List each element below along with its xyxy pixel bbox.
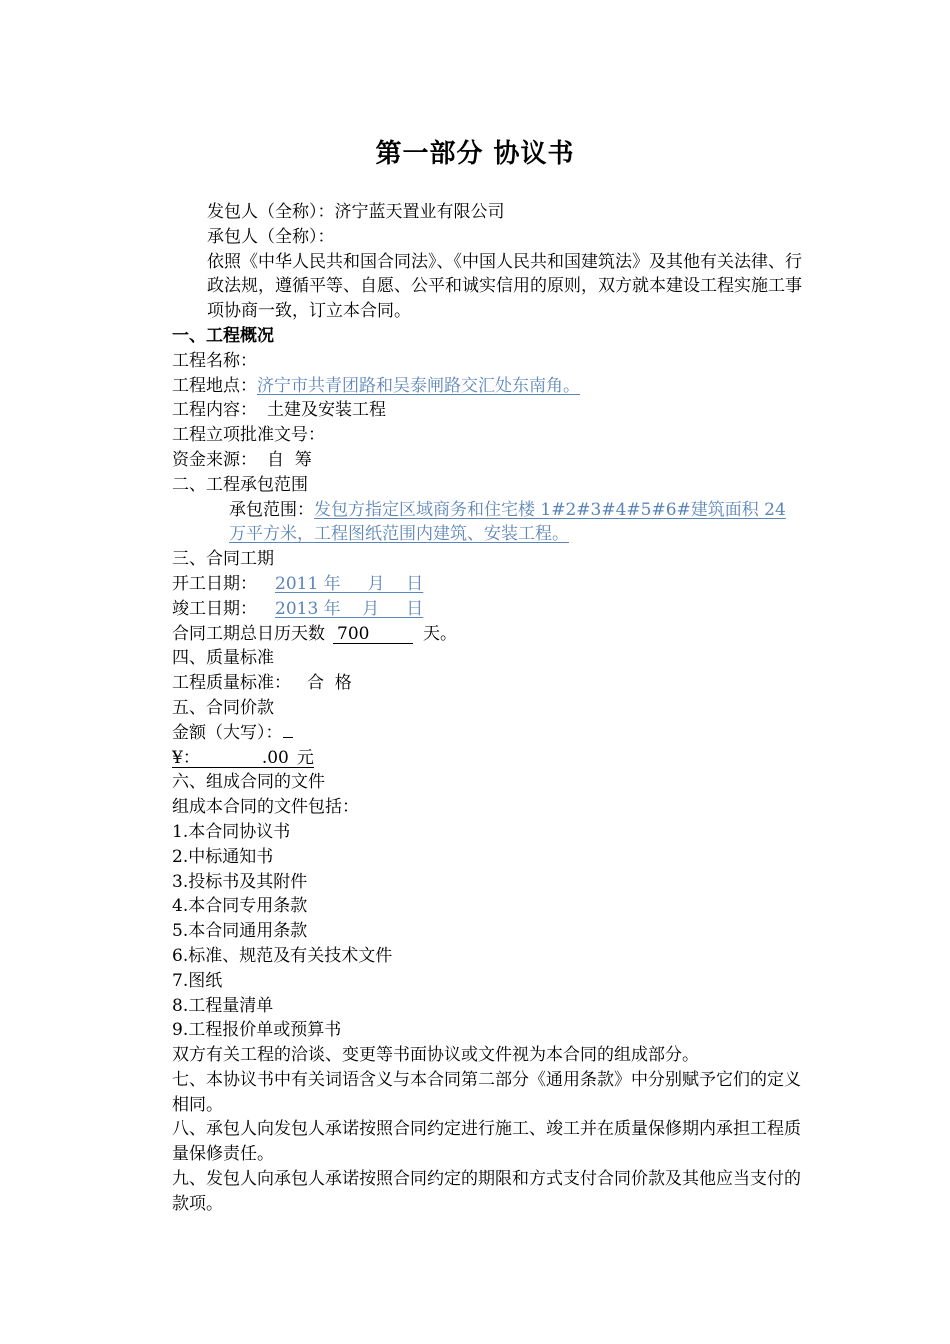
quality-value: 合 格: [307, 673, 352, 694]
list-item: 6.标准、规范及有关技术文件: [172, 945, 393, 966]
quality-label: 工程质量标准：: [172, 673, 291, 694]
list-item: 7.图纸: [172, 970, 223, 991]
docs-intro: 组成本合同的文件包括：: [172, 797, 359, 818]
funding-line: [172, 448, 808, 473]
end-date-line: [172, 597, 808, 622]
amount-words-blank: [283, 737, 293, 738]
amount-figure-line: [172, 746, 808, 771]
list-item: 9.工程报价单或预算书: [172, 1020, 342, 1041]
project-content-value: 土建及安装工程: [267, 400, 386, 421]
end-date-value: 2013 年 月 日: [275, 598, 424, 619]
start-date-value: 2011 年 月 日: [275, 573, 424, 594]
amount-words-label: 金额（大写）：: [172, 722, 283, 743]
end-date-label: 竣工日期：: [172, 598, 257, 619]
scope-label: 承包范围：: [229, 499, 314, 520]
contractor-line: 承包人（全称）：: [207, 226, 335, 247]
list-item: 2.中标通知书: [172, 846, 274, 867]
list-item: 3.投标书及其附件: [172, 871, 308, 892]
amount-words-line: [172, 721, 808, 746]
document-body: [172, 200, 808, 1217]
section-3-heading: 三、合同工期: [172, 549, 274, 570]
docs-note: 双方有关工程的洽谈、变更等书面协议或文件视为本合同的组成部分。: [172, 1045, 699, 1066]
list-item: 1.本合同协议书: [172, 821, 291, 842]
project-location-line: [172, 374, 808, 399]
preamble: 依照《中华人民共和国合同法》、《中国人民共和国建筑法》及其他有关法律、行政法规，遵循平等、自愿、公平和诚实信用的原则，双方就本建设工程实施工事项协商一致，订立本合同。: [207, 251, 802, 322]
project-name-label: 工程名称：: [172, 350, 257, 371]
duration-value: 700: [333, 625, 413, 644]
duration-label: 合同工期总日历天数: [172, 623, 325, 644]
duration-unit: 天。: [423, 623, 457, 644]
project-content-line: [172, 398, 808, 423]
section-4-heading: 四、质量标准: [172, 648, 274, 669]
amount-unit: 元: [296, 747, 314, 768]
approval-line: [172, 423, 808, 448]
list-item: 8.工程量清单: [172, 995, 274, 1016]
quality-line: [172, 671, 808, 696]
approval-label: 工程立项批准文号：: [172, 425, 325, 446]
list-item: 4.本合同专用条款: [172, 896, 308, 917]
section-1-heading: 一、工程概况: [172, 325, 274, 346]
funding-value: 自 筹: [267, 449, 312, 470]
document-title: 第一部分 协议书: [375, 139, 575, 169]
amount-symbol: ¥：: [172, 747, 200, 768]
section-9: 九、发包人向承包人承诺按照合同约定的期限和方式支付合同价款及其他应当支付的款项。: [172, 1169, 801, 1214]
project-location-value: 济宁市共青团路和吴泰闸路交汇处东南角。: [257, 375, 580, 396]
section-8: 八、承包人向发包人承诺按照合同约定进行施工、竣工并在质量保修期内承担工程质量保修责任。: [172, 1119, 801, 1165]
project-location-label: 工程地点：: [172, 375, 257, 396]
employer-line: 发包人（全称）：济宁蓝天置业有限公司: [207, 202, 505, 222]
section-6-heading: 六、组成合同的文件: [172, 772, 325, 793]
scope-value: 发包方指定区域商务和住宅楼 1#2#3#4#5#6#建筑面积 24 万平方米，工程图纸范围内建筑、安装工程。: [229, 499, 786, 545]
section-7: 七、本协议书中有关词语含义与本合同第二部分《通用条款》中分别赋予它们的定义相同。: [172, 1069, 801, 1115]
amount-decimal: .00: [261, 747, 289, 768]
section-2-heading: 二、工程承包范围: [172, 474, 308, 495]
amount-figure-field: [172, 749, 314, 768]
scope-line: [172, 498, 808, 548]
duration-line: [172, 622, 808, 647]
start-date-line: [172, 572, 808, 597]
section-5-heading: 五、合同价款: [172, 697, 274, 718]
project-content-label: 工程内容：: [172, 400, 257, 421]
list-item: 5.本合同通用条款: [172, 921, 308, 942]
project-name-line: [172, 349, 808, 374]
funding-label: 资金来源：: [172, 449, 257, 470]
start-date-label: 开工日期：: [172, 573, 257, 594]
